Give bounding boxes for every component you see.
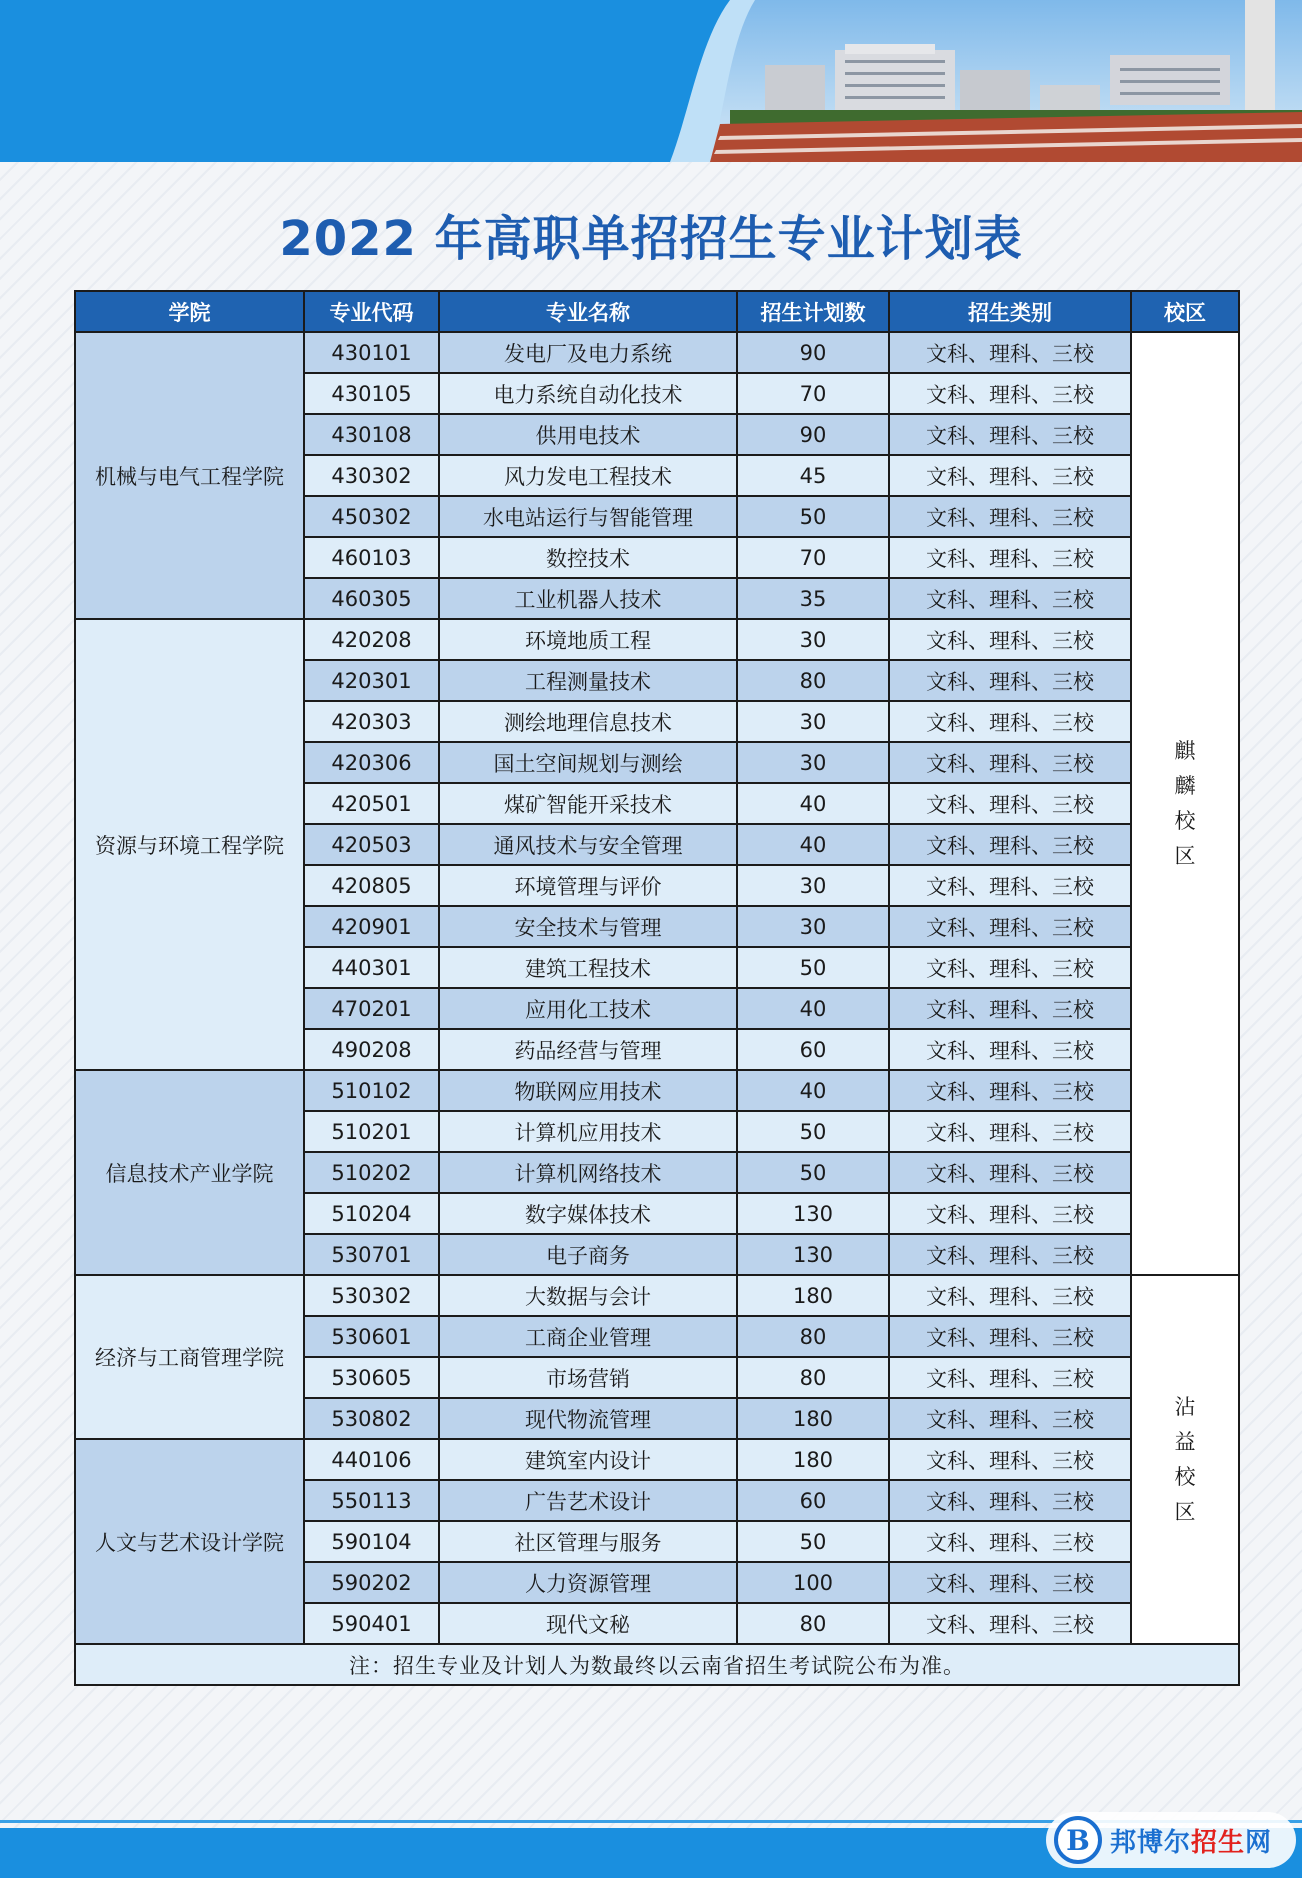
major-code: 510204 [304,1193,439,1234]
plan-count: 130 [737,1193,889,1234]
major-name: 物联网应用技术 [439,1070,737,1111]
major-name: 供用电技术 [439,414,737,455]
plan-count: 35 [737,578,889,619]
plan-count: 30 [737,701,889,742]
major-code: 460305 [304,578,439,619]
plan-count: 50 [737,1152,889,1193]
plan-count: 45 [737,455,889,496]
major-name: 药品经营与管理 [439,1029,737,1070]
major-code: 510202 [304,1152,439,1193]
table-row [75,332,1239,373]
enroll-category: 文科、理科、三校 [889,1562,1131,1603]
major-code: 510102 [304,1070,439,1111]
plan-count: 180 [737,1398,889,1439]
major-name: 国土空间规划与测绘 [439,742,737,783]
major-code: 450302 [304,496,439,537]
table-row [75,1275,1239,1316]
table-row [75,1439,1239,1480]
major-code: 440301 [304,947,439,988]
major-code: 420303 [304,701,439,742]
major-name: 测绘地理信息技术 [439,701,737,742]
table-header-row [75,291,1239,332]
major-name: 发电厂及电力系统 [439,332,737,373]
major-name: 工业机器人技术 [439,578,737,619]
enroll-category: 文科、理科、三校 [889,1070,1131,1111]
major-name: 市场营销 [439,1357,737,1398]
major-code: 420306 [304,742,439,783]
major-code: 530802 [304,1398,439,1439]
major-code: 430101 [304,332,439,373]
major-name: 环境地质工程 [439,619,737,660]
enroll-category: 文科、理科、三校 [889,496,1131,537]
major-name: 建筑工程技术 [439,947,737,988]
campus-char: 麒 [1174,738,1196,763]
campus-char: 校 [1174,808,1196,833]
college-name: 人文与艺术设计学院 [75,1439,304,1644]
major-code: 530601 [304,1316,439,1357]
major-name: 大数据与会计 [439,1275,737,1316]
site-logo[interactable] [1046,1812,1296,1868]
enroll-category: 文科、理科、三校 [889,373,1131,414]
campus-char: 区 [1174,1499,1196,1524]
logo-mark-icon: B [1054,1816,1102,1864]
plan-count: 80 [737,1316,889,1357]
enroll-category: 文科、理科、三校 [889,865,1131,906]
enroll-category: 文科、理科、三校 [889,906,1131,947]
major-name: 数字媒体技术 [439,1193,737,1234]
plan-count: 30 [737,619,889,660]
major-code: 420901 [304,906,439,947]
logo-text [1110,1822,1272,1859]
plan-count: 80 [737,1357,889,1398]
major-code: 530302 [304,1275,439,1316]
header-banner [0,0,1302,162]
major-code: 430302 [304,455,439,496]
enroll-category: 文科、理科、三校 [889,1234,1131,1275]
plan-count: 50 [737,496,889,537]
enrollment-plan-table [74,290,1240,1686]
major-code: 590401 [304,1603,439,1644]
major-code: 590104 [304,1521,439,1562]
table-row [75,619,1239,660]
enroll-category: 文科、理科、三校 [889,947,1131,988]
header-plan: 招生计划数 [737,291,889,332]
campus-char: 益 [1174,1429,1196,1454]
logo-text-part: 招生 [1191,1827,1246,1858]
major-name: 社区管理与服务 [439,1521,737,1562]
enroll-category: 文科、理科、三校 [889,414,1131,455]
note-row [75,1644,1239,1685]
major-code: 420301 [304,660,439,701]
major-code: 430108 [304,414,439,455]
header-code: 专业代码 [304,291,439,332]
plan-count: 40 [737,783,889,824]
major-name: 安全技术与管理 [439,906,737,947]
major-code: 420503 [304,824,439,865]
enroll-category: 文科、理科、三校 [889,988,1131,1029]
enroll-category: 文科、理科、三校 [889,1316,1131,1357]
major-name: 工商企业管理 [439,1316,737,1357]
header-college: 学院 [75,291,304,332]
enroll-category: 文科、理科、三校 [889,619,1131,660]
major-name: 现代文秘 [439,1603,737,1644]
enroll-category: 文科、理科、三校 [889,1480,1131,1521]
enroll-category: 文科、理科、三校 [889,1521,1131,1562]
major-name: 广告艺术设计 [439,1480,737,1521]
plan-count: 80 [737,660,889,701]
major-name: 现代物流管理 [439,1398,737,1439]
major-name: 应用化工技术 [439,988,737,1029]
header-campus: 校区 [1131,291,1239,332]
major-name: 通风技术与安全管理 [439,824,737,865]
major-name: 计算机应用技术 [439,1111,737,1152]
campus-char: 校 [1174,1464,1196,1489]
campus-char: 沾 [1174,1394,1196,1419]
major-name: 环境管理与评价 [439,865,737,906]
college-name: 资源与环境工程学院 [75,619,304,1070]
major-name: 数控技术 [439,537,737,578]
campus-name [1131,332,1239,1275]
major-code: 430105 [304,373,439,414]
major-name: 风力发电工程技术 [439,455,737,496]
plan-count: 90 [737,414,889,455]
major-code: 490208 [304,1029,439,1070]
enroll-category: 文科、理科、三校 [889,1357,1131,1398]
enroll-category: 文科、理科、三校 [889,1029,1131,1070]
plan-count: 80 [737,1603,889,1644]
major-code: 510201 [304,1111,439,1152]
major-name: 电子商务 [439,1234,737,1275]
college-name: 经济与工商管理学院 [75,1275,304,1439]
major-code: 420501 [304,783,439,824]
plan-count: 40 [737,988,889,1029]
plan-count: 100 [737,1562,889,1603]
enroll-category: 文科、理科、三校 [889,1603,1131,1644]
major-code: 440106 [304,1439,439,1480]
plan-count: 70 [737,537,889,578]
major-name: 建筑室内设计 [439,1439,737,1480]
enroll-category: 文科、理科、三校 [889,455,1131,496]
major-code: 470201 [304,988,439,1029]
note-text: 注：招生专业及计划人为数最终以云南省招生考试院公布为准。 [75,1644,1239,1685]
plan-count: 180 [737,1439,889,1480]
plan-count: 60 [737,1480,889,1521]
enroll-category: 文科、理科、三校 [889,578,1131,619]
major-name: 电力系统自动化技术 [439,373,737,414]
college-name: 信息技术产业学院 [75,1070,304,1275]
major-name: 计算机网络技术 [439,1152,737,1193]
plan-count: 70 [737,373,889,414]
major-code: 420208 [304,619,439,660]
plan-count: 180 [737,1275,889,1316]
enroll-category: 文科、理科、三校 [889,1111,1131,1152]
header-major: 专业名称 [439,291,737,332]
enroll-category: 文科、理科、三校 [889,701,1131,742]
plan-count: 50 [737,1521,889,1562]
enroll-category: 文科、理科、三校 [889,1439,1131,1480]
major-code: 530701 [304,1234,439,1275]
header-category: 招生类别 [889,291,1131,332]
enroll-category: 文科、理科、三校 [889,783,1131,824]
major-name: 工程测量技术 [439,660,737,701]
logo-text-part: 网 [1245,1827,1273,1858]
major-name: 煤矿智能开采技术 [439,783,737,824]
major-name: 人力资源管理 [439,1562,737,1603]
enroll-category: 文科、理科、三校 [889,537,1131,578]
major-code: 590202 [304,1562,439,1603]
enroll-category: 文科、理科、三校 [889,1275,1131,1316]
enroll-category: 文科、理科、三校 [889,824,1131,865]
plan-count: 50 [737,947,889,988]
enroll-category: 文科、理科、三校 [889,1193,1131,1234]
table-row [75,1070,1239,1111]
plan-count: 30 [737,742,889,783]
plan-count: 90 [737,332,889,373]
major-code: 420805 [304,865,439,906]
plan-count: 30 [737,906,889,947]
enroll-category: 文科、理科、三校 [889,660,1131,701]
plan-count: 40 [737,1070,889,1111]
plan-count: 130 [737,1234,889,1275]
major-name: 水电站运行与智能管理 [439,496,737,537]
major-code: 460103 [304,537,439,578]
campus-photo [670,0,1302,162]
major-code: 530605 [304,1357,439,1398]
page-title: 2022 年高职单招招生专业计划表 [279,211,1023,267]
plan-count: 40 [737,824,889,865]
campus-name [1131,1275,1239,1644]
enroll-category: 文科、理科、三校 [889,332,1131,373]
major-code: 550113 [304,1480,439,1521]
enroll-category: 文科、理科、三校 [889,742,1131,783]
campus-char: 麟 [1174,773,1196,798]
campus-char: 区 [1174,843,1196,868]
plan-count: 60 [737,1029,889,1070]
enroll-category: 文科、理科、三校 [889,1152,1131,1193]
logo-text-part: 邦博尔 [1110,1827,1192,1858]
college-name: 机械与电气工程学院 [75,332,304,619]
enroll-category: 文科、理科、三校 [889,1398,1131,1439]
plan-count: 50 [737,1111,889,1152]
plan-count: 30 [737,865,889,906]
